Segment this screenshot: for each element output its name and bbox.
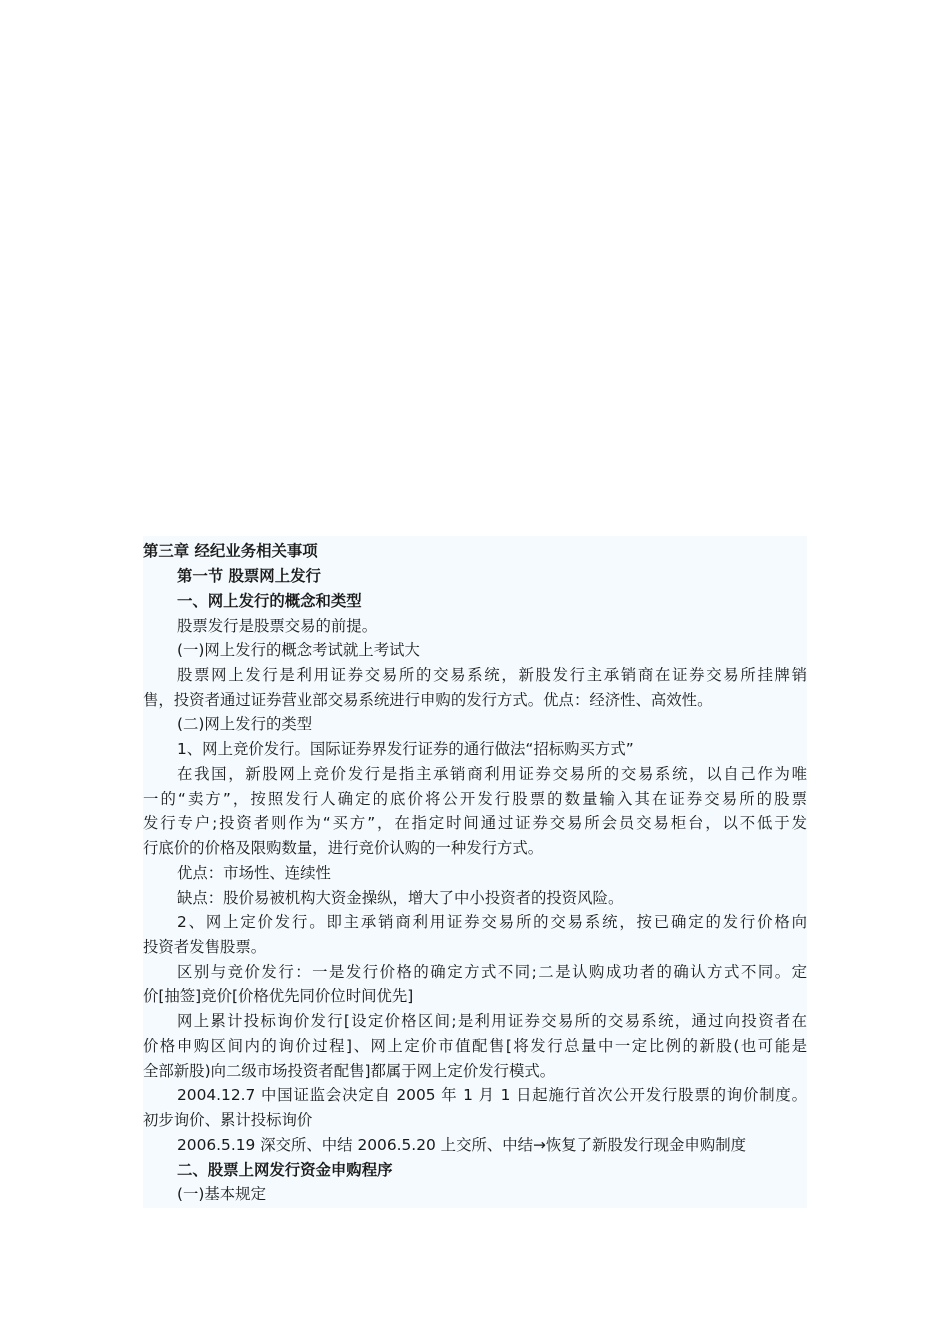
chapter-title: 第三章 经纪业务相关事项 [143, 542, 318, 560]
paragraph-line: 价[抽签]竞价[价格优先同价位时间优先] [143, 987, 414, 1005]
subsection-heading: 一、网上发行的概念和类型 [177, 592, 362, 610]
paragraph-line: (一)网上发行的概念考试就上考试大 [177, 641, 420, 659]
subsection-heading: 二、股票上网发行资金申购程序 [177, 1161, 393, 1179]
section-title: 第一节 股票网上发行 [177, 567, 321, 585]
paragraph-line: (二)网上发行的类型 [177, 715, 313, 733]
paragraph-line: 在我国，新股网上竞价发行是指主承销商利用证券交易所的交易系统，以自己作为唯 [177, 765, 807, 783]
paragraph-line: 投资者发售股票。 [143, 938, 267, 956]
paragraph-line: 网上累计投标询价发行[设定价格区间;是利用证券交易所的交易系统，通过向投资者在 [177, 1012, 807, 1030]
paragraph-line: 全部新股)向二级市场投资者配售]都属于网上定价发行模式。 [143, 1062, 556, 1080]
paragraph-line: 行底价的价格及限购数量，进行竞价认购的一种发行方式。 [143, 839, 544, 857]
paragraph-line: 发行专户;投资者则作为“买方”，在指定时间通过证券交易所会员交易柜台，以不低于发 [143, 814, 807, 832]
paragraph-line: 售，投资者通过证券营业部交易系统进行申购的发行方式。优点：经济性、高效性。 [143, 691, 713, 709]
paragraph-line: 初步询价、累计投标询价 [143, 1111, 313, 1129]
paragraph-line: 缺点：股价易被机构大资金操纵，增大了中小投资者的投资风险。 [177, 889, 624, 907]
paragraph-line: 一的“卖方”，按照发行人确定的底价将公开发行股票的数量输入其在证券交易所的股票 [143, 790, 807, 808]
paragraph-line: 2004.12.7 中国证监会决定自 2005 年 1 月 1 日起施行首次公开发行股票的询价制度。 [177, 1086, 807, 1104]
paragraph-line: 区别与竞价发行：一是发行价格的确定方式不同;二是认购成功者的确认方式不同。定 [177, 963, 807, 981]
paragraph-line: 价格申购区间内的询价过程]、网上定价市值配售[将发行总量中一定比例的新股(也可能是 [143, 1037, 807, 1055]
paragraph-line: 1、网上竞价发行。国际证券界发行证券的通行做法“招标购买方式” [177, 740, 634, 758]
paragraph-line: 优点：市场性、连续性 [177, 864, 331, 882]
paragraph-line: 2、网上定价发行。即主承销商利用证券交易所的交易系统，按已确定的发行价格向 [177, 913, 807, 931]
paragraph-line: (一)基本规定 [177, 1185, 266, 1203]
paragraph-line: 股票网上发行是利用证券交易所的交易系统，新股发行主承销商在证券交易所挂牌销 [177, 666, 807, 684]
paragraph-line: 2006.5.19 深交所、中结 2006.5.20 上交所、中结→恢复了新股发行现金申购制度 [177, 1136, 746, 1154]
document-text-block [143, 536, 807, 1208]
paragraph-line: 股票发行是股票交易的前提。 [177, 617, 378, 635]
